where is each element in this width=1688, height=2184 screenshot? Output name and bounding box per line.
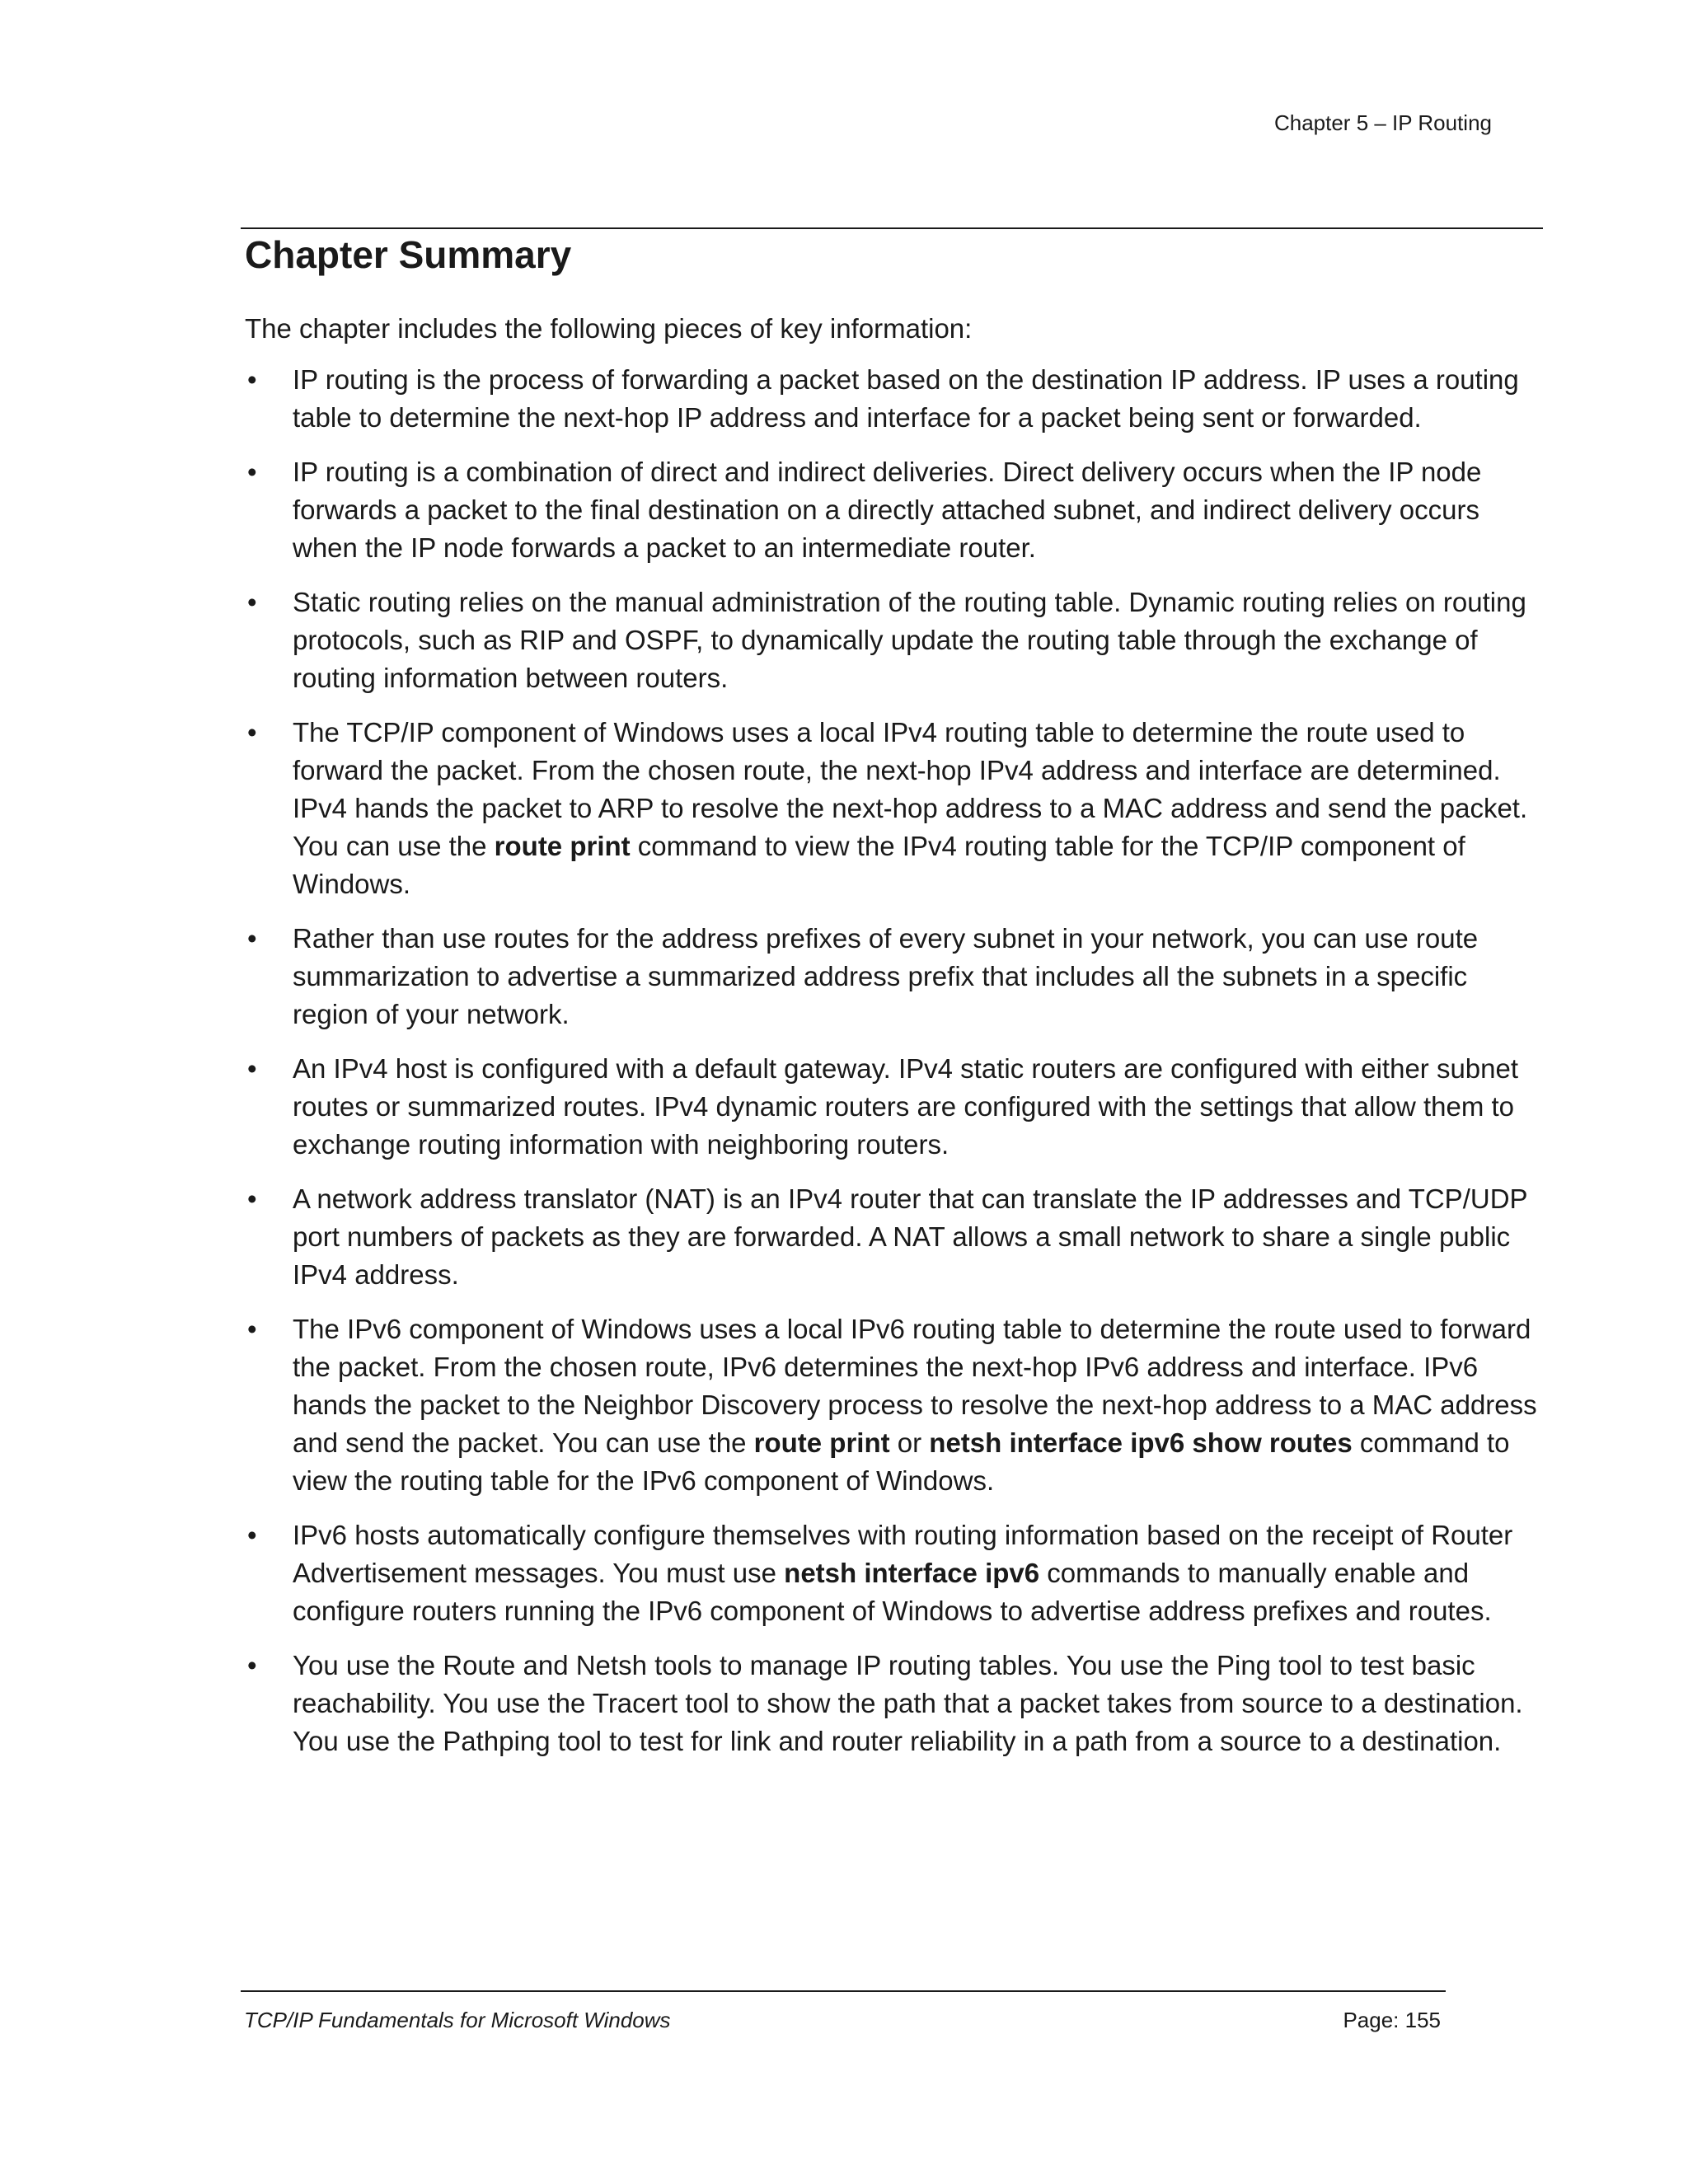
bullet-icon: • xyxy=(247,587,257,617)
running-header: Chapter 5 – IP Routing xyxy=(1273,110,1492,135)
text-run: commands to manually enable and configure routers running the IPv6 component of Windows to advertise address prefixes and routes. xyxy=(293,1558,1492,1626)
list-item xyxy=(245,1050,1547,1164)
text-run: command to view the routing table for the IPv6 component of Windows. xyxy=(293,1427,1510,1496)
bullet-text xyxy=(293,364,1519,433)
list-item xyxy=(245,453,1547,567)
text-run: command to view the IPv4 routing table for the TCP/IP component of Windows. xyxy=(293,831,1465,899)
command-name: route print xyxy=(753,1427,890,1458)
bullet-icon: • xyxy=(247,1314,257,1344)
bullet-text xyxy=(293,457,1481,563)
list-item xyxy=(245,1180,1547,1294)
bullet-icon: • xyxy=(247,923,257,954)
list-item xyxy=(245,920,1547,1033)
footer-page-number: Page: 155 xyxy=(1343,2008,1441,2032)
bullet-text xyxy=(293,1520,1512,1626)
bullet-icon: • xyxy=(247,1520,257,1550)
text-run: IP routing is a combination of direct and indirect deliveries. Direct delivery occurs when the IP node forwards a packet to the final destination on a directly attached subnet, and indirect delivery occurs when the IP node forwards a packet to an intermediate router. xyxy=(293,457,1482,563)
text-run: or xyxy=(889,1427,930,1458)
command-name: netsh interface ipv6 xyxy=(784,1558,1040,1588)
bullet-text xyxy=(293,1314,1537,1496)
bullet-text xyxy=(293,1053,1518,1160)
bullet-icon: • xyxy=(247,1053,257,1084)
bullet-icon: • xyxy=(247,1183,257,1214)
bullet-text xyxy=(293,1650,1523,1756)
list-item xyxy=(245,583,1547,697)
top-divider xyxy=(241,227,1543,229)
footer-divider xyxy=(241,1990,1446,1992)
text-run: The IPv6 component of Windows uses a local IPv6 routing table to determine the route used to forward the packet. From the chosen route, IPv6 determines the next-hop IPv6 address and interface. IPv6 hands the packet to the Neighbor Discovery process to resolve the next-hop address to a MAC address and send the packet. You can use the xyxy=(293,1314,1537,1458)
bullet-icon: • xyxy=(247,717,257,748)
text-run: IP routing is the process of forwarding a packet based on the destination IP address. IP uses a routing table to determine the next-hop IP address and interface for a packet being sent or forwarded. xyxy=(293,364,1519,433)
bullet-icon: • xyxy=(247,364,257,395)
intro-paragraph: The chapter includes the following pieces of key information: xyxy=(245,313,973,344)
bullet-text xyxy=(293,1183,1527,1290)
list-item xyxy=(245,1516,1547,1630)
command-name: netsh interface ipv6 show routes xyxy=(929,1427,1353,1458)
text-run: IPv6 hosts automatically configure themselves with routing information based on the receipt of Router Advertisement messages. You must use xyxy=(293,1520,1513,1588)
bullet-icon: • xyxy=(247,1650,257,1680)
summary-bullet-list xyxy=(245,361,1547,1777)
bullet-text xyxy=(293,587,1526,693)
text-run: Static routing relies on the manual administration of the routing table. Dynamic routing relies on routing protocols, such as RIP and OSPF, to dynamically update the routing table through the exchange of routing information between routers. xyxy=(293,587,1526,693)
text-run: Rather than use routes for the address prefixes of every subnet in your network, you can use route summarization to advertise a summarized address prefix that includes all the subnets in a specific region of your network. xyxy=(293,923,1479,1029)
bullet-icon: • xyxy=(247,457,257,487)
list-item xyxy=(245,714,1547,903)
list-item xyxy=(245,1310,1547,1500)
section-title: Chapter Summary xyxy=(245,233,572,276)
text-run: An IPv4 host is configured with a default gateway. IPv4 static routers are configured with either subnet routes or summarized routes. IPv4 dynamic routers are configured with the settings that allow them to exchange routing information with neighboring routers. xyxy=(293,1053,1519,1160)
bullet-text xyxy=(293,923,1478,1029)
text-run: A network address translator (NAT) is an IPv4 router that can translate the IP addresses and TCP/UDP port numbers of packets as they are forwarded. A NAT allows a small network to share a single public IPv4 address. xyxy=(293,1183,1527,1290)
command-name: route print xyxy=(494,831,631,861)
text-run: You use the Route and Netsh tools to manage IP routing tables. You use the Ping tool to test basic reachability. You use the Tracert tool to show the path that a packet takes from source to a destination. You use the Pathping tool to test for link and router reliability in a path from a source to a destination. xyxy=(293,1650,1523,1756)
list-item xyxy=(245,1647,1547,1760)
list-item xyxy=(245,361,1547,437)
footer-book-title: TCP/IP Fundamentals for Microsoft Windows xyxy=(244,2008,671,2032)
text-run: The TCP/IP component of Windows uses a local IPv4 routing table to determine the route used to forward the packet. From the chosen route, the next-hop IPv4 address and interface are determined. IPv4 hands the packet to ARP to resolve the next-hop address to a MAC address and send the packet. You can use the xyxy=(293,717,1528,861)
bullet-text xyxy=(293,717,1527,899)
